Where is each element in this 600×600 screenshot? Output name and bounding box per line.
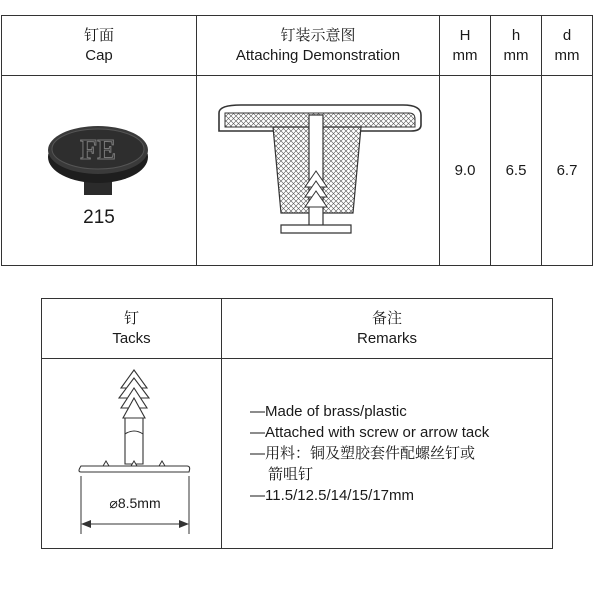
tacks-table [41, 298, 553, 549]
h-unit: mm [503, 46, 529, 64]
h-symbol: h [511, 26, 521, 44]
H-value: 9.0 [440, 76, 491, 266]
h-header [491, 16, 542, 76]
remark-zh-line1: —用料：铜及塑胶套件配螺丝钉或 [250, 445, 476, 462]
H-header [440, 16, 491, 76]
d-symbol: d [562, 26, 572, 44]
cap-header [2, 16, 197, 76]
d-header [542, 16, 593, 76]
remarks-header-en: Remarks [356, 329, 417, 347]
remark-attachment: —Attached with screw or arrow tack [250, 424, 490, 441]
d-unit: mm [554, 46, 580, 64]
attach-demo-cell [197, 76, 440, 266]
tacks-header-en: Tacks [112, 329, 151, 347]
remark-zh-line2: 箭咀钉 [268, 466, 314, 483]
spec-data-row [2, 76, 593, 266]
spec-table [1, 15, 593, 266]
tacks-header [42, 299, 222, 359]
tacks-data-row [42, 359, 553, 549]
cap-cell [2, 76, 197, 266]
remark-lengths: —11.5/12.5/14/15/17mm [250, 487, 414, 504]
diameter-label: ⌀8.5mm [108, 494, 161, 511]
cap-header-zh: 钉面 [83, 26, 114, 44]
d-value: 6.7 [542, 76, 593, 266]
tacks-header-row [42, 299, 553, 359]
spec-header-row [2, 16, 593, 76]
remarks-cell [222, 359, 553, 549]
attach-header-en: Attaching Demonstration [235, 46, 401, 64]
cap-model-number: 215 [83, 206, 115, 228]
remarks-header-zh: 备注 [371, 309, 402, 327]
tack-drawing-cell [42, 359, 222, 549]
H-symbol: H [459, 26, 471, 44]
H-unit: mm [452, 46, 478, 64]
attach-header [197, 16, 440, 76]
remarks-header [222, 299, 553, 359]
remark-material: —Made of brass/plastic [250, 403, 407, 420]
tacks-header-zh: 钉 [123, 309, 139, 327]
tack-diagram [47, 364, 217, 544]
attach-header-zh: 钉装示意图 [280, 26, 356, 44]
cap-header-en: Cap [85, 46, 113, 64]
cap-logo: FE [80, 134, 116, 166]
cap-image [44, 113, 154, 203]
attaching-diagram [211, 101, 426, 241]
h-value: 6.5 [491, 76, 542, 266]
